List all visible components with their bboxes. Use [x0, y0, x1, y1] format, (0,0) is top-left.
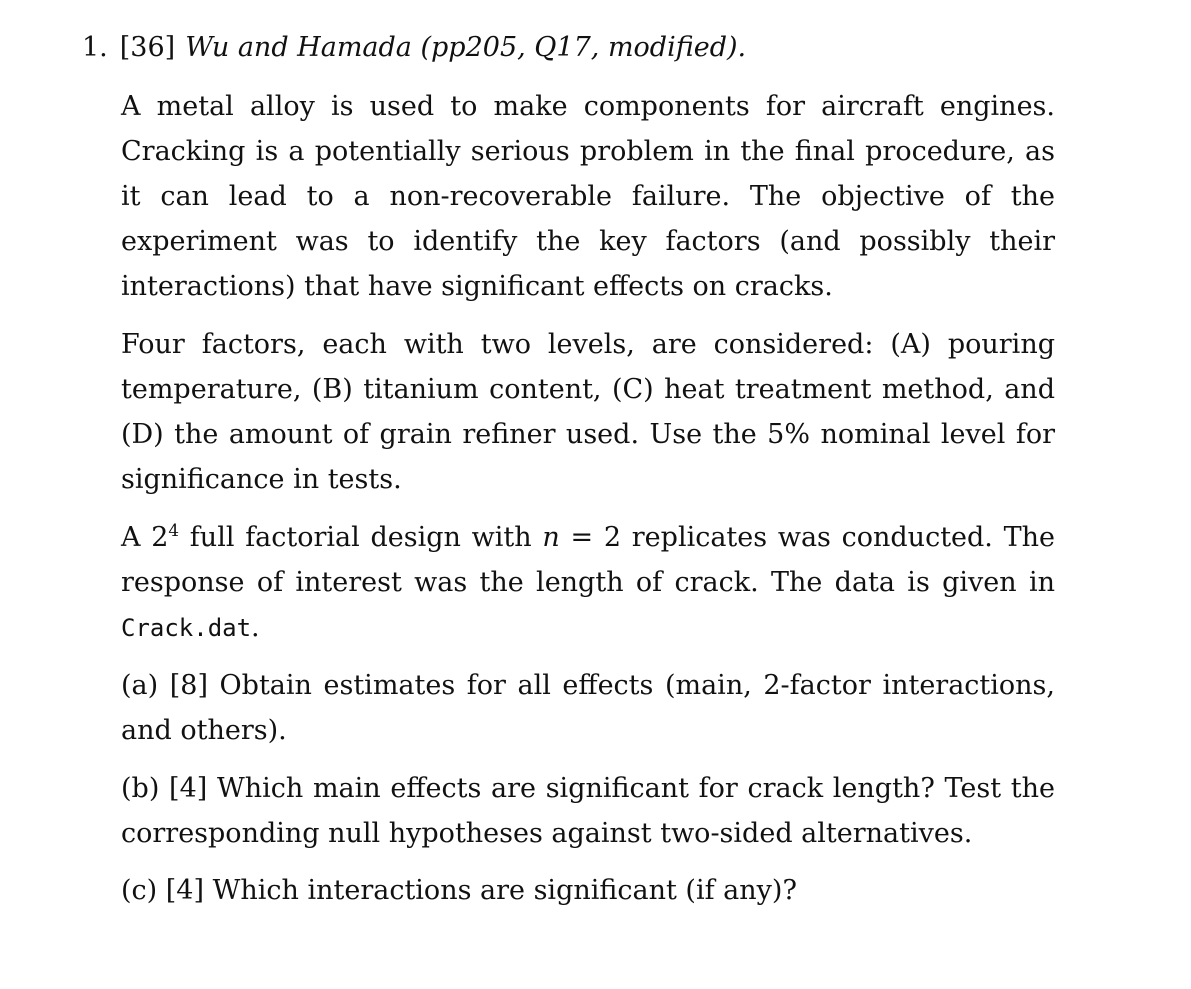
- question-number: 1.: [82, 32, 108, 63]
- part-b: (b) [4] Which main effects are significant for crack length? Test the corresponding null hypotheses against two-sided alternatives.: [121, 773, 1055, 849]
- question-header: [82, 28, 746, 68]
- part-a: (a) [8] Obtain estimates for all effects (main, 2-factor interactions, and others).: [121, 670, 1055, 746]
- design-exponent: 4: [168, 519, 180, 540]
- data-filename: Crack.dat: [121, 614, 252, 642]
- question-source: Wu and Hamada (pp205, Q17, modified).: [185, 32, 747, 63]
- design-text-end: .: [251, 612, 260, 643]
- question-points: [36]: [119, 32, 176, 63]
- design-text-start: A 2: [121, 522, 169, 553]
- replicates-variable: n: [542, 522, 560, 553]
- part-c: (c) [4] Which interactions are significant (if any)?: [121, 875, 797, 906]
- factors-paragraph: Four factors, each with two levels, are considered: (A) pouring temperature, (B) titanium content, (C) heat treatment method, and (D) the amount of grain refiner used. Use the 5% nominal level for significance in tests.: [121, 329, 1055, 495]
- intro-paragraph: A metal alloy is used to make components for aircraft engines. Cracking is a potentially serious problem in the final procedure, as it can lead to a non-recoverable failure. The objective of the experiment was to identify the key factors (and possibly their interactions) that have significant effects on cracks.: [121, 91, 1055, 302]
- design-text-mid: full factorial design with: [179, 522, 543, 553]
- design-text-rest: = 2 replicates was conducted. The response of interest was the length of crack. The data is given in: [121, 522, 1055, 598]
- design-paragraph: [121, 515, 1055, 651]
